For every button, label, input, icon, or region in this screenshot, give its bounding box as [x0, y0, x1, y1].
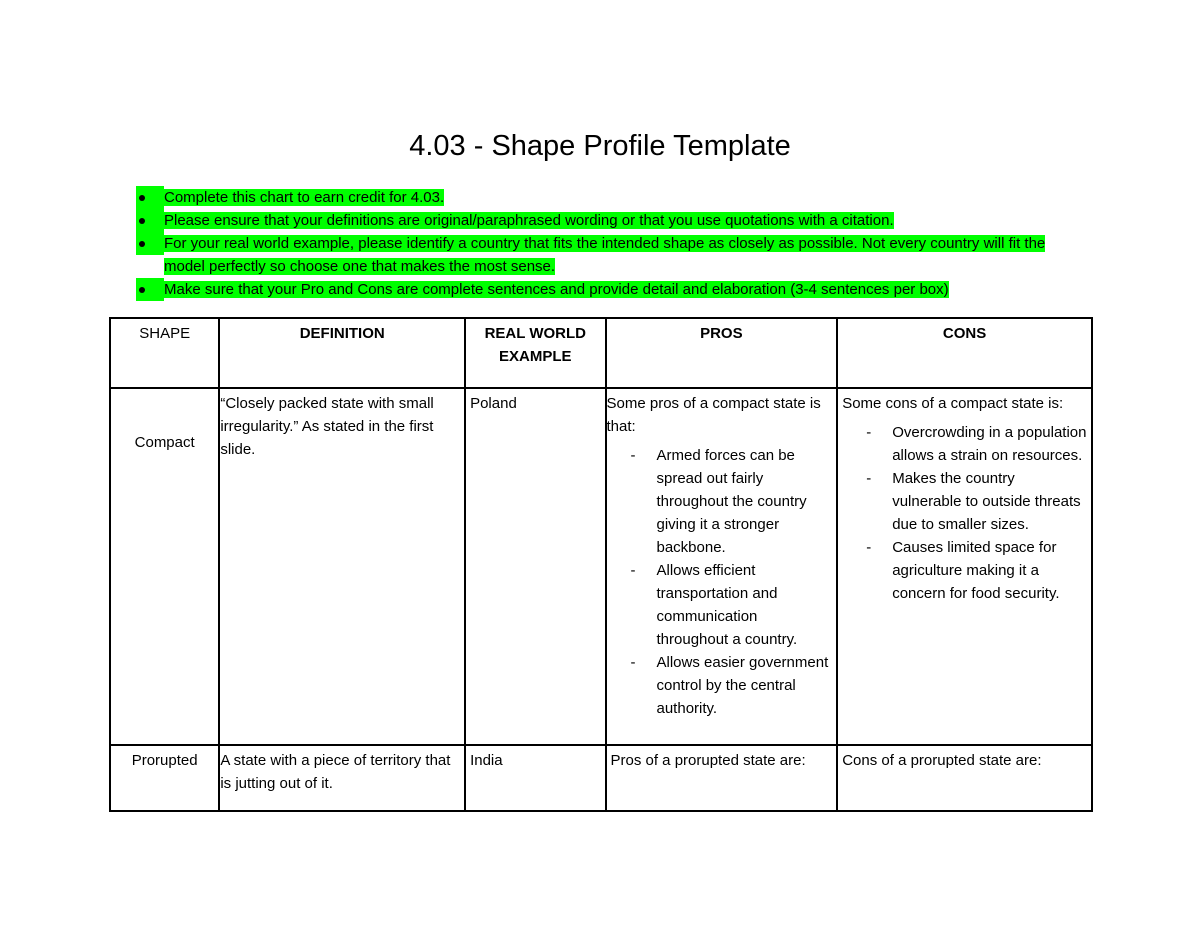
real-world-cell[interactable]: India	[465, 745, 605, 811]
cons-cell[interactable]	[837, 388, 1092, 745]
instruction-text: For your real world example, please identify a country that fits the intended shape as closely as possible. Not every country will fit the model perfectly so choose one that makes the most sense.	[164, 235, 1046, 275]
real-world-cell[interactable]: Poland	[465, 388, 605, 745]
instruction-item	[136, 186, 1086, 209]
header-definition: DEFINITION	[219, 318, 465, 388]
instruction-item	[136, 278, 1086, 301]
instructions-list	[136, 186, 1086, 301]
table-row	[110, 388, 1092, 745]
shape-cell[interactable]: Prorupted	[110, 745, 219, 811]
instruction-item	[136, 232, 1086, 278]
page-title: 4.03 - Shape Profile Template	[409, 130, 791, 162]
instruction-text: Please ensure that your definitions are original/paraphrased wording or that you use quotations with a citation.	[164, 212, 894, 229]
pros-intro: Some pros of a compact state is that:	[606, 395, 821, 435]
header-shape: SHAPE	[110, 318, 219, 388]
cons-intro: Some cons of a compact state is:	[842, 395, 1064, 412]
bullet-icon	[136, 186, 164, 209]
pros-cell[interactable]	[606, 388, 838, 745]
list-item: - Allows easier government control by the central authority.	[607, 651, 833, 720]
list-item: - Makes the country vulnerable to outside threats due to smaller sizes.	[842, 467, 1087, 536]
instruction-item	[136, 209, 1086, 232]
header-cons: CONS	[837, 318, 1092, 388]
list-item: - Allows efficient transportation and communication throughout a country.	[607, 559, 833, 651]
instruction-text: Complete this chart to earn credit for 4.03.	[164, 189, 445, 206]
bullet-icon	[136, 209, 164, 232]
pros-cell[interactable]: Pros of a prorupted state are:	[606, 745, 838, 811]
table-header-row	[110, 318, 1092, 388]
list-item: - Armed forces can be spread out fairly throughout the country giving it a stronger backbone.	[607, 444, 833, 559]
bullet-icon	[136, 278, 164, 301]
header-pros: PROS	[606, 318, 838, 388]
cons-cell[interactable]: Cons of a prorupted state are:	[837, 745, 1092, 811]
definition-cell[interactable]: A state with a piece of territory that is jutting out of it.	[219, 745, 465, 811]
list-item: - Overcrowding in a population allows a strain on resources.	[842, 421, 1087, 467]
bullet-icon	[136, 232, 164, 255]
pros-list	[607, 444, 833, 720]
shape-profile-table	[109, 317, 1093, 812]
definition-cell[interactable]: “Closely packed state with small irregularity.” As stated in the first slide.	[219, 388, 465, 745]
table-row	[110, 745, 1092, 811]
list-item: - Causes limited space for agriculture making it a concern for food security.	[842, 536, 1087, 605]
instruction-text: Make sure that your Pro and Cons are complete sentences and provide detail and elaboration (3-4 sentences per box)	[164, 281, 949, 298]
header-real-world-example: REAL WORLD EXAMPLE	[465, 318, 605, 388]
cons-list	[842, 421, 1087, 605]
shape-cell[interactable]: Compact	[110, 388, 219, 745]
